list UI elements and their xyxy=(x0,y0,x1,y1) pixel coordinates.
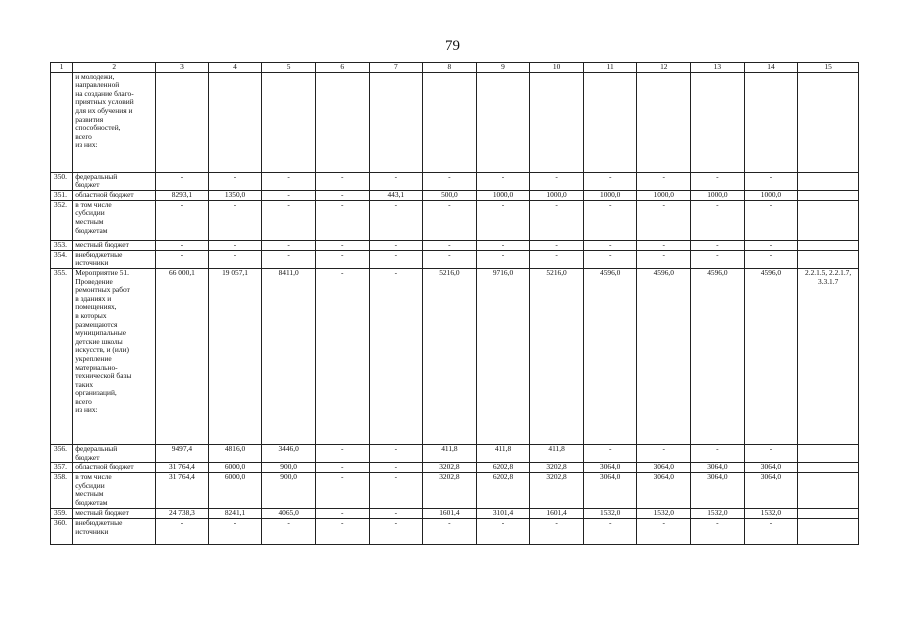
value-cell: - xyxy=(156,200,209,240)
value-cell: - xyxy=(744,172,798,190)
column-header-9: 9 xyxy=(476,63,530,73)
value-cell: 31 764,4 xyxy=(156,473,209,509)
table-row xyxy=(51,444,859,462)
value-cell: - xyxy=(583,444,637,462)
value-cell: - xyxy=(583,240,637,250)
value-cell: 3446,0 xyxy=(262,444,316,462)
value-cell: 1000,0 xyxy=(691,190,745,200)
value-cell: - xyxy=(691,172,745,190)
value-cell: - xyxy=(208,240,262,250)
value-cell: 1000,0 xyxy=(744,190,798,200)
reference-cell xyxy=(798,509,859,519)
value-cell: - xyxy=(369,509,423,519)
row-name: местный бюджет xyxy=(73,509,156,519)
value-cell: - xyxy=(315,473,369,509)
value-cell: 3064,0 xyxy=(583,463,637,473)
value-cell: 4596,0 xyxy=(744,268,798,444)
table-row xyxy=(51,268,859,444)
value-cell xyxy=(369,72,423,172)
value-cell: - xyxy=(262,200,316,240)
value-cell: - xyxy=(156,172,209,190)
value-cell: - xyxy=(583,250,637,268)
value-cell: - xyxy=(530,240,584,250)
value-cell xyxy=(744,72,798,172)
value-cell: 9716,0 xyxy=(476,268,530,444)
value-cell: - xyxy=(156,240,209,250)
value-cell: - xyxy=(691,444,745,462)
value-cell: - xyxy=(744,250,798,268)
table-row xyxy=(51,250,859,268)
value-cell: - xyxy=(423,250,477,268)
row-number: 355. xyxy=(51,268,73,444)
value-cell xyxy=(530,72,584,172)
value-cell xyxy=(262,72,316,172)
column-number-row xyxy=(51,63,859,73)
value-cell: - xyxy=(476,172,530,190)
value-cell: 3202,8 xyxy=(530,473,584,509)
reference-cell: 2.2.1.5, 2.2.1.7, 3.3.1.7 xyxy=(798,268,859,444)
value-cell: 66 000,1 xyxy=(156,268,209,444)
column-header-1: 1 xyxy=(51,63,73,73)
value-cell: - xyxy=(315,268,369,444)
column-header-15: 15 xyxy=(798,63,859,73)
value-cell: - xyxy=(691,519,745,545)
value-cell: - xyxy=(315,250,369,268)
value-cell: 6202,8 xyxy=(476,463,530,473)
value-cell: 3202,8 xyxy=(423,463,477,473)
row-name: в том числе субсидии местным бюджетам xyxy=(73,473,156,509)
reference-cell xyxy=(798,250,859,268)
value-cell xyxy=(156,72,209,172)
value-cell xyxy=(476,72,530,172)
value-cell: 31 764,4 xyxy=(156,463,209,473)
value-cell: - xyxy=(262,190,316,200)
value-cell: - xyxy=(637,200,691,240)
value-cell: - xyxy=(637,240,691,250)
column-header-7: 7 xyxy=(369,63,423,73)
value-cell: - xyxy=(369,172,423,190)
table-row xyxy=(51,72,859,172)
column-header-2: 2 xyxy=(73,63,156,73)
row-name: местный бюджет xyxy=(73,240,156,250)
value-cell: - xyxy=(476,250,530,268)
table-row xyxy=(51,519,859,545)
value-cell: 443,1 xyxy=(369,190,423,200)
column-header-8: 8 xyxy=(423,63,477,73)
value-cell: 4596,0 xyxy=(583,268,637,444)
reference-cell xyxy=(798,72,859,172)
value-cell: - xyxy=(583,519,637,545)
row-number: 359. xyxy=(51,509,73,519)
value-cell: 6000,0 xyxy=(208,473,262,509)
value-cell: - xyxy=(637,444,691,462)
value-cell xyxy=(583,72,637,172)
value-cell: - xyxy=(744,444,798,462)
column-header-5: 5 xyxy=(262,63,316,73)
value-cell: 3202,8 xyxy=(530,463,584,473)
column-header-13: 13 xyxy=(691,63,745,73)
value-cell: 3064,0 xyxy=(691,473,745,509)
value-cell: - xyxy=(315,240,369,250)
value-cell: 4816,0 xyxy=(208,444,262,462)
value-cell: 5216,0 xyxy=(530,268,584,444)
value-cell: - xyxy=(315,463,369,473)
row-number: 350. xyxy=(51,172,73,190)
row-number: 352. xyxy=(51,200,73,240)
row-number: 354. xyxy=(51,250,73,268)
value-cell: 3064,0 xyxy=(691,463,745,473)
value-cell: 3064,0 xyxy=(744,463,798,473)
row-number: 357. xyxy=(51,463,73,473)
value-cell: 900,0 xyxy=(262,463,316,473)
value-cell: 3064,0 xyxy=(744,473,798,509)
value-cell: 1350,0 xyxy=(208,190,262,200)
row-name: областной бюджет xyxy=(73,190,156,200)
value-cell: 1532,0 xyxy=(691,509,745,519)
value-cell: - xyxy=(369,463,423,473)
table-row xyxy=(51,473,859,509)
value-cell: - xyxy=(262,172,316,190)
value-cell: 4596,0 xyxy=(691,268,745,444)
value-cell: - xyxy=(369,200,423,240)
value-cell xyxy=(637,72,691,172)
table-row xyxy=(51,200,859,240)
column-header-3: 3 xyxy=(156,63,209,73)
value-cell: - xyxy=(423,519,477,545)
value-cell: - xyxy=(476,240,530,250)
value-cell: 411,8 xyxy=(530,444,584,462)
row-name: и молодежи, направленной на создание благо- приятных условий для их обучения и развития способностей, всего из них: xyxy=(73,72,156,172)
reference-cell xyxy=(798,172,859,190)
row-name: областной бюджет xyxy=(73,463,156,473)
value-cell: 19 057,1 xyxy=(208,268,262,444)
column-header-14: 14 xyxy=(744,63,798,73)
value-cell: - xyxy=(156,250,209,268)
value-cell: - xyxy=(530,519,584,545)
reference-cell xyxy=(798,444,859,462)
value-cell: - xyxy=(262,250,316,268)
value-cell: - xyxy=(369,250,423,268)
value-cell: 3202,8 xyxy=(423,473,477,509)
value-cell: - xyxy=(744,200,798,240)
column-header-10: 10 xyxy=(530,63,584,73)
value-cell: 9497,4 xyxy=(156,444,209,462)
value-cell: - xyxy=(262,240,316,250)
table-row xyxy=(51,509,859,519)
value-cell: 3064,0 xyxy=(637,473,691,509)
value-cell: - xyxy=(315,200,369,240)
value-cell: 3064,0 xyxy=(637,463,691,473)
reference-cell xyxy=(798,519,859,545)
value-cell: - xyxy=(262,519,316,545)
value-cell: - xyxy=(423,200,477,240)
value-cell: 1000,0 xyxy=(637,190,691,200)
value-cell: 4065,0 xyxy=(262,509,316,519)
row-name: федеральный бюджет xyxy=(73,172,156,190)
value-cell: - xyxy=(476,200,530,240)
value-cell: - xyxy=(691,200,745,240)
row-name: Мероприятие 51. Проведение ремонтных работ в зданиях и помещениях, в которых размещаются муниципальные детские школы искусств, и (или) укрепление материально- технической базы таких организаций, всего из них: xyxy=(73,268,156,444)
row-number: 353. xyxy=(51,240,73,250)
row-number: 360. xyxy=(51,519,73,545)
value-cell xyxy=(691,72,745,172)
value-cell: 4596,0 xyxy=(637,268,691,444)
column-header-12: 12 xyxy=(637,63,691,73)
value-cell: - xyxy=(530,250,584,268)
table-row xyxy=(51,190,859,200)
value-cell: 6000,0 xyxy=(208,463,262,473)
column-header-4: 4 xyxy=(208,63,262,73)
value-cell: 1000,0 xyxy=(476,190,530,200)
value-cell: 3101,4 xyxy=(476,509,530,519)
value-cell: - xyxy=(369,240,423,250)
row-number: 356. xyxy=(51,444,73,462)
value-cell: 500,0 xyxy=(423,190,477,200)
value-cell: - xyxy=(156,519,209,545)
value-cell: - xyxy=(530,172,584,190)
value-cell: - xyxy=(208,200,262,240)
value-cell: - xyxy=(369,473,423,509)
value-cell: 5216,0 xyxy=(423,268,477,444)
reference-cell xyxy=(798,190,859,200)
table-row xyxy=(51,172,859,190)
page-number: 79 xyxy=(445,38,460,54)
value-cell: - xyxy=(208,172,262,190)
value-cell: - xyxy=(369,268,423,444)
value-cell: 411,8 xyxy=(476,444,530,462)
value-cell: - xyxy=(315,190,369,200)
value-cell: - xyxy=(637,250,691,268)
value-cell: - xyxy=(583,200,637,240)
value-cell: 8293,1 xyxy=(156,190,209,200)
value-cell: - xyxy=(315,509,369,519)
value-cell: 1532,0 xyxy=(637,509,691,519)
reference-cell xyxy=(798,240,859,250)
value-cell: - xyxy=(423,172,477,190)
value-cell: 1532,0 xyxy=(583,509,637,519)
value-cell: - xyxy=(744,240,798,250)
value-cell: 1532,0 xyxy=(744,509,798,519)
value-cell: - xyxy=(637,172,691,190)
value-cell: 8411,0 xyxy=(262,268,316,444)
value-cell: - xyxy=(423,240,477,250)
table-row xyxy=(51,240,859,250)
value-cell: - xyxy=(208,519,262,545)
budget-table xyxy=(50,62,859,545)
row-name: внебюджетные источники xyxy=(73,519,156,545)
value-cell xyxy=(315,72,369,172)
column-header-6: 6 xyxy=(315,63,369,73)
row-name: в том числе субсидии местным бюджетам xyxy=(73,200,156,240)
value-cell: - xyxy=(744,519,798,545)
value-cell: 1601,4 xyxy=(530,509,584,519)
value-cell: - xyxy=(637,519,691,545)
value-cell: - xyxy=(315,519,369,545)
value-cell: - xyxy=(583,172,637,190)
row-name: внебюджетные источники xyxy=(73,250,156,268)
reference-cell xyxy=(798,473,859,509)
value-cell: - xyxy=(315,444,369,462)
value-cell: - xyxy=(691,250,745,268)
value-cell: - xyxy=(691,240,745,250)
value-cell: 1601,4 xyxy=(423,509,477,519)
column-header-11: 11 xyxy=(583,63,637,73)
value-cell: 24 738,3 xyxy=(156,509,209,519)
value-cell: - xyxy=(369,444,423,462)
value-cell: 411,8 xyxy=(423,444,477,462)
value-cell: - xyxy=(530,200,584,240)
value-cell: - xyxy=(476,519,530,545)
row-number xyxy=(51,72,73,172)
value-cell: 900,0 xyxy=(262,473,316,509)
reference-cell xyxy=(798,200,859,240)
row-name: федеральный бюджет xyxy=(73,444,156,462)
value-cell xyxy=(423,72,477,172)
value-cell: 8241,1 xyxy=(208,509,262,519)
row-number: 351. xyxy=(51,190,73,200)
value-cell: 1000,0 xyxy=(530,190,584,200)
value-cell xyxy=(208,72,262,172)
value-cell: 3064,0 xyxy=(583,473,637,509)
value-cell: - xyxy=(369,519,423,545)
row-number: 358. xyxy=(51,473,73,509)
value-cell: 1000,0 xyxy=(583,190,637,200)
value-cell: - xyxy=(208,250,262,268)
value-cell: 6202,8 xyxy=(476,473,530,509)
table-row xyxy=(51,463,859,473)
value-cell: - xyxy=(315,172,369,190)
reference-cell xyxy=(798,463,859,473)
